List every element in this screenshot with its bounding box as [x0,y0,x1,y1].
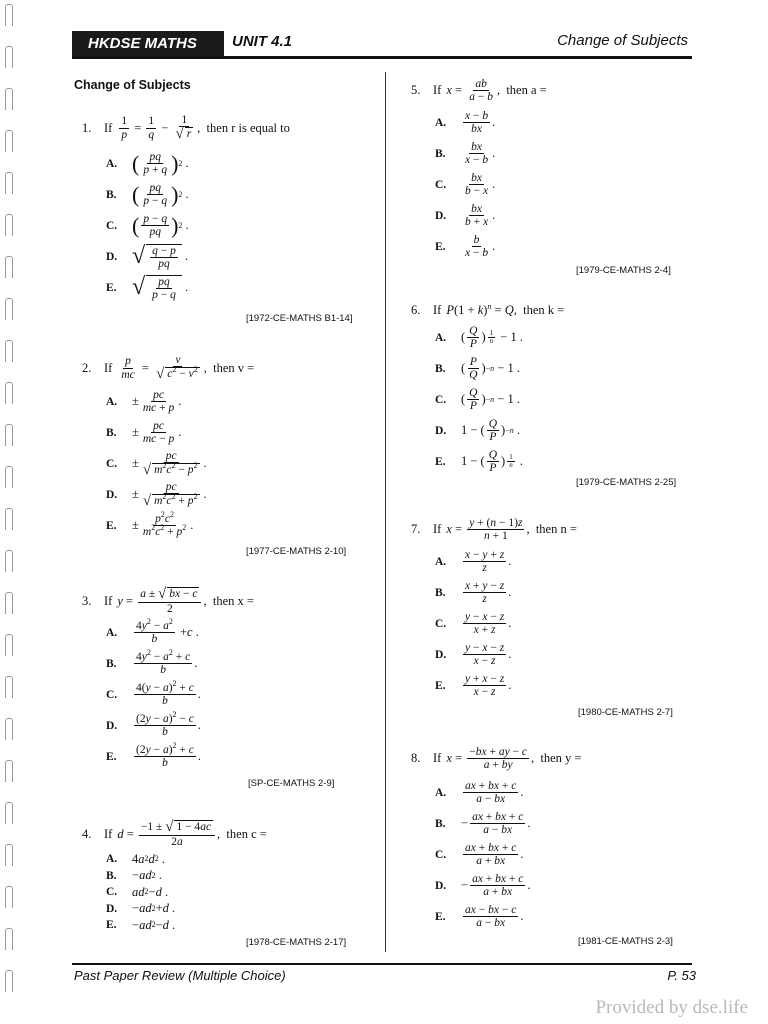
binder-ring [5,4,13,26]
question-7 [411,517,577,701]
binder-ring [5,844,13,866]
binder-ring [5,676,13,698]
question-number: 2. [82,360,92,375]
option-e[interactable]: E. $\frac{(2y - a)^2 + c}{b}$ . [106,741,202,770]
question-source: [1977-CE-MATHS 2-10] [246,546,347,557]
question-stem: 8. If x = $\frac{-bx + ay - c}{a + by}$ , then y = [411,746,582,772]
question-5 [411,78,547,262]
binder-ring [5,550,13,572]
binder-ring [5,130,13,152]
binder-ring [5,88,13,110]
option-b[interactable]: B. ( $\frac{pq}{p - q}$ ) 2 . [106,181,189,208]
question-stem: 7. If x = $\frac{y + (n - 1)z}{n + 1}$ , then n = [411,517,577,543]
binder-ring [5,508,13,530]
option-d[interactable]: D. $\frac{bx}{b + x}$ . [435,203,496,229]
option-a[interactable]: A. ( $\frac{pq}{p + q}$ ) 2 . [106,150,189,177]
question-stem: 3. If y = a ± √ bx − c 2 , then x = [82,586,254,615]
question-number: 8. [411,751,421,766]
option-a[interactable]: A. ( $\frac{Q}{P}$ ) $\frac{1}{n}$ − 1 . [435,324,523,350]
option-b[interactable]: B. − ad 2 . [106,868,162,883]
option-c[interactable]: C. $\frac{ax + bx + c}{a + bx}$ . [435,842,524,868]
option-b[interactable]: B. $\frac{bx}{x - b}$ . [435,141,496,167]
option-c[interactable]: C. $\frac{y - x - z}{x + z}$ . [435,611,512,637]
question-number: 4. [82,826,92,841]
question-number: 1. [82,120,92,135]
question-source: [1972-CE-MATHS B1-14] [246,313,353,324]
answer-options [106,386,254,541]
question-8 [411,746,581,932]
option-d[interactable]: D. 1 − ( $\frac{Q}{P}$ ) −n . [435,417,520,443]
question-then: then c = [226,826,267,841]
question-1 [82,114,290,303]
binder-ring [5,970,13,992]
question-3 [82,587,254,772]
option-e[interactable]: E. 1 − ( $\frac{Q}{P}$ ) $\frac{1}{n}$ . [435,448,523,474]
question-then: then k = [523,303,565,317]
option-d[interactable]: D. − ad 2 + d . [106,901,176,916]
question-stem: 5. If x = $\frac{ab}{a - b}$ , then a = [411,78,547,104]
option-e[interactable]: E. ± $\frac{p^2c^2}{m^2c^2 + p^2}$ . [106,510,194,539]
question-then: then n = [535,522,577,537]
question-source: [1981-CE-MATHS 2-3] [578,936,673,947]
binder-ring [5,172,13,194]
binder-ring [5,466,13,488]
column-divider [385,72,386,952]
option-b[interactable]: B. $\frac{x + y - z}{z}$ . [435,580,512,606]
binder-ring [5,382,13,404]
binder-rings [0,0,22,1024]
question-then: then a = [506,83,547,98]
question-source: [1979-CE-MATHS 2-4] [576,265,671,276]
option-a[interactable]: A. $\frac{ax + bx + c}{a - bx}$ . [435,780,524,806]
question-then: then v = [213,360,255,375]
question-source: [SP-CE-MATHS 2-9] [248,778,335,789]
answer-options [106,851,267,934]
watermark: Provided by dse.life [595,997,748,1018]
page-number: P. 53 [667,968,696,983]
binder-ring [5,256,13,278]
question-6 [411,303,564,477]
option-c[interactable]: C. ± pc √ $m^2c^2 - p^2$ . [106,449,207,478]
option-d[interactable]: D. $\frac{y - x - z}{x - z}$ . [435,642,512,668]
option-a[interactable]: A. 4 a 2 d 2 . [106,851,165,866]
option-c[interactable]: C. ( $\frac{p - q}{pq}$ ) 2 . [106,212,189,239]
question-stem: 6. If $P(1 + k)^n = Q$, then k = [411,301,565,317]
answer-options [435,107,547,262]
unit-label: UNIT 4.1 [232,33,293,50]
section-title: Change of Subjects [74,78,191,92]
question-stem: 2. If $\frac{p}{mc}$ = v √ $c^2 - v^2$ , then v = [82,354,255,383]
option-b[interactable]: B. − $\frac{ax + bx + c}{a - bx}$ . [435,811,531,837]
question-source: [1979-CE-MATHS 2-25] [576,477,677,488]
question-stem: 4. If d = −1 ± √ 1 − 4ac 2a , then c = [82,819,267,848]
footer-caption: Past Paper Review (Multiple Choice) [74,968,286,983]
option-a[interactable]: A. $\frac{x - b}{bx}$ . [435,110,496,136]
question-stem: 1. If $\frac{1}{p}$ = $\frac{1}{q}$ − 1 √ r , then r is equal to [82,114,290,143]
question-source: [1980-CE-MATHS 2-7] [578,707,673,718]
binder-ring [5,340,13,362]
binder-ring [5,46,13,68]
option-c[interactable]: C. $\frac{4(y - a)^2 + c}{b}$ . [106,679,202,708]
course-label: HKDSE MATHS [72,31,224,57]
header-rule [72,56,692,59]
binder-ring [5,802,13,824]
option-e[interactable]: E. $\frac{y + x - z}{x - z}$ . [435,673,512,699]
binder-ring [5,424,13,446]
question-number: 6. [411,303,421,317]
question-then: then x = [212,593,254,608]
binder-ring [5,886,13,908]
option-b[interactable]: B. ( $\frac{P}{Q}$ ) −n − 1 . [435,355,520,381]
page-title: Change of Subjects [557,32,688,49]
option-d[interactable]: D. ± pc √ $m^2c^2 + p^2$ . [106,480,207,509]
question-number: 3. [82,593,92,608]
question-number: 7. [411,522,421,537]
option-a[interactable]: A. ± $\frac{pc}{mc + p}$ . [106,389,182,415]
answer-options [435,546,577,701]
binder-ring [5,760,13,782]
option-a[interactable]: A. $\frac{x - y + z}{z}$ . [435,549,512,575]
binder-ring [5,298,13,320]
answer-options [435,777,581,932]
option-a[interactable]: A. $\frac{4y^2 - a^2}{b}$ + c . [106,617,199,646]
option-b[interactable]: B. $\frac{4y^2 - a^2 + c}{b}$ . [106,648,198,677]
option-d[interactable]: D. √ $\frac{q - p}{pq}$ . [106,242,189,270]
option-e[interactable]: E. √ $\frac{pq}{p - q}$ . [106,273,189,301]
binder-ring [5,718,13,740]
binder-ring [5,592,13,614]
option-c[interactable]: C. ( $\frac{Q}{P}$ ) −n − 1 . [435,386,520,412]
answer-options [106,617,254,772]
answer-options [435,322,564,477]
question-2 [82,354,254,541]
binder-ring [5,214,13,236]
option-e[interactable]: E. − ad 2 − d . [106,917,176,932]
option-e[interactable]: E. $\frac{ax - bx - c}{a - bx}$ . [435,904,524,930]
option-e[interactable]: E. $\frac{b}{x - b}$ . [435,234,496,260]
option-c[interactable]: C. ad 2 − d . [106,884,169,899]
question-4 [82,820,267,934]
option-c[interactable]: C. $\frac{bx}{b - x}$ . [435,172,496,198]
footer-rule [72,963,692,965]
option-b[interactable]: B. ± $\frac{pc}{mc - p}$ . [106,420,182,446]
question-source: [1978-CE-MATHS 2-17] [246,937,347,948]
question-number: 5. [411,83,421,98]
question-then: then r is equal to [206,120,290,135]
binder-ring [5,928,13,950]
binder-ring [5,634,13,656]
option-d[interactable]: D. $\frac{(2y - a)^2 - c}{b}$ . [106,710,202,739]
question-then: then y = [540,751,582,766]
option-d[interactable]: D. − $\frac{ax + bx + c}{a + bx}$ . [435,873,531,899]
answer-options [106,148,290,303]
